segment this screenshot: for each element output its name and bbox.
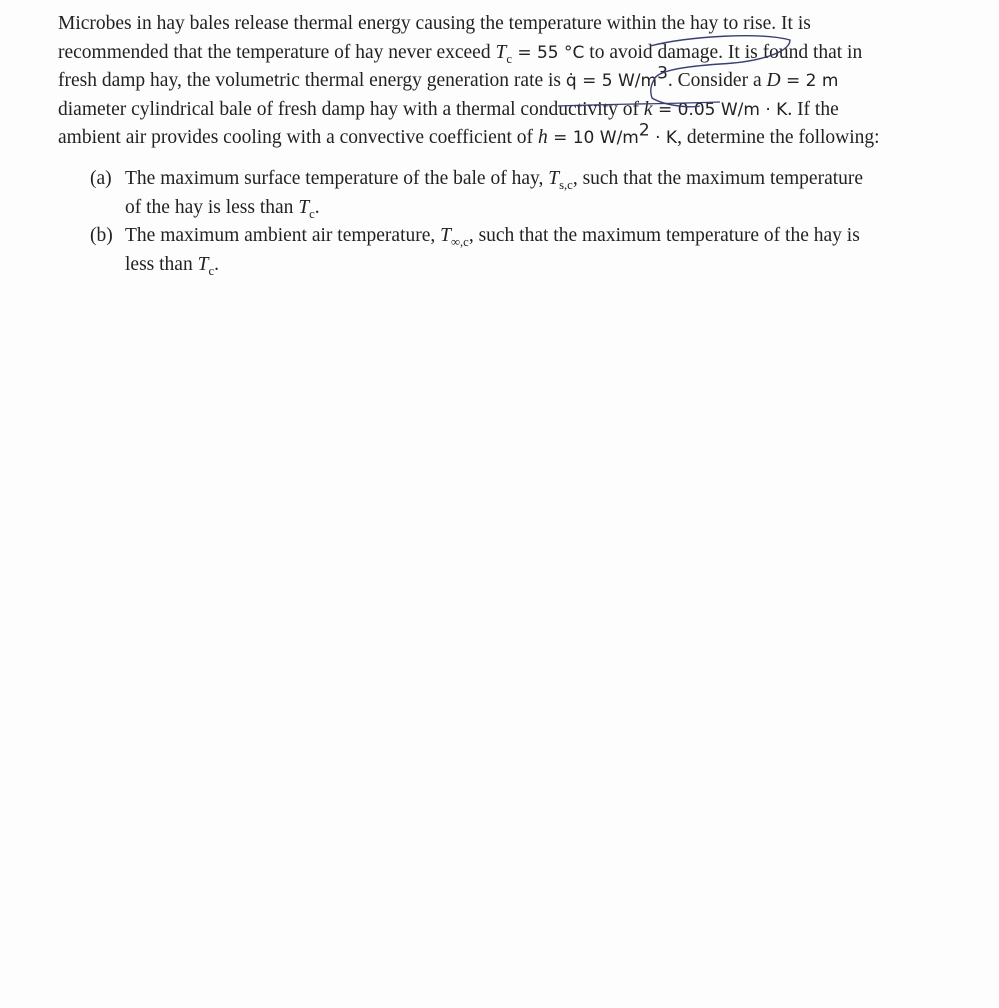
part-a [90,165,950,222]
convection-unit: · K [649,128,678,148]
problem-text: . If the [787,98,839,120]
ambient-temp-variable: T [440,225,451,246]
question-parts [90,165,950,279]
problem-line-4 [58,96,948,125]
convection-value: = 10 W/m [547,128,639,148]
problem-text: recommended that the temperature of hay never exceed [58,41,496,63]
tc-value: = 55 °C [511,42,585,63]
problem-line-1 [58,10,948,39]
part-text: The maximum ambient air temperature, [125,225,441,246]
generation-rate-value: q̇ = 5 W/m [565,71,658,91]
tc-variable: T [197,253,209,275]
tc-variable: T [495,41,507,63]
problem-text: ambient air provides cooling with a convective coefficient of [58,127,538,148]
problem-text: to avoid damage. It is found that in [584,41,863,63]
part-text: , such that the maximum temperature of the hay is [468,225,860,246]
problem-statement [58,10,948,153]
problem-text: , determine the following: [677,127,880,148]
tc-subscript: c [506,51,512,66]
surface-temp-variable: T [548,168,560,189]
conductivity-variable: k [643,98,653,120]
problem-text: Microbes in hay bales release thermal energy causing the temperature within the hay to rise. It is [58,13,811,34]
part-text: of the hay is less than [125,196,299,218]
part-text: , such that the maximum temperature [572,168,864,189]
problem-line-3 [58,63,948,96]
part-text: . [314,196,320,218]
conductivity-value: = 0.05 W/m · K [652,99,788,120]
part-a-line-2 [125,194,950,223]
part-a-line-1 [125,165,950,194]
tc-subscript: c [309,206,315,221]
part-b-line-2 [125,251,950,280]
part-text: The maximum surface temperature of the bale of hay, [125,168,549,189]
diameter-value: = 2 m [780,71,839,91]
convection-variable: h [537,127,548,148]
part-text: . [214,253,219,275]
tc-variable: T [298,196,310,218]
diameter-variable: D [766,70,781,91]
part-b [90,222,950,279]
part-text: less than [125,253,198,275]
surface-temp-subscript: s,c [559,177,573,192]
problem-line-2 [58,39,948,68]
ambient-temp-subscript: ∞,c [451,234,469,249]
part-b-line-1 [125,222,950,251]
generation-rate-exponent: 3 [657,63,668,84]
problem-text: diameter cylindrical bale of fresh damp hay with a thermal conductivity of [58,98,644,120]
problem-line-5 [58,120,948,153]
part-label: (b) [90,225,113,246]
part-label: (a) [90,168,112,189]
problem-text: . Consider a [667,70,767,91]
convection-exponent: 2 [638,120,650,141]
tc-subscript: c [208,263,215,278]
problem-text: fresh damp hay, the volumetric thermal energy generation rate is [58,70,566,91]
